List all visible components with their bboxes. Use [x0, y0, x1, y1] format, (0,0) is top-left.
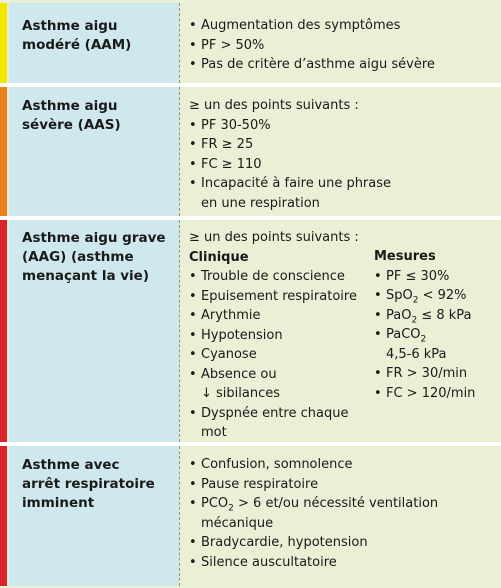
list-item: • FC ≥ 110	[189, 156, 262, 172]
intro-text: ≥ un des points suivants :	[189, 98, 359, 113]
row-title: Asthme aigu grave (AAG) (asthme menaçant la vie)	[22, 230, 166, 284]
list-item: • Cyanose	[189, 347, 257, 362]
list-item: • Augmentation des symptômes	[189, 18, 401, 33]
list-item-continuation: 4,5-6 kPa	[386, 346, 447, 362]
intro-text: ≥ un des points suivants :	[189, 230, 359, 245]
list-item: • Incapacité à faire une phrase	[189, 176, 392, 191]
list-item: • PaO$_2$ ≤ 8 kPa	[374, 307, 472, 326]
list-item: • PF > 50%	[189, 37, 265, 53]
list-item: • Pause respiratoire	[189, 476, 319, 492]
list-item: • Dyspnée entre chaque	[189, 405, 349, 421]
row-aam	[0, 3, 501, 83]
row-title: Asthme aigu sévère (AAS)	[22, 98, 121, 133]
list-item: • Pas de critère d’asthme aigu sévère	[189, 57, 435, 72]
row-aas	[0, 87, 501, 216]
list-item: • Epuisement respiratoire	[189, 288, 357, 304]
section-header-clinique: Clinique	[189, 249, 249, 265]
row-aag	[0, 220, 501, 442]
list-item: • Arythmie	[189, 308, 261, 323]
list-item-continuation: mot	[201, 425, 227, 440]
row-content	[189, 96, 495, 213]
list-item: • Confusion, somnolence	[189, 457, 353, 472]
list-item: • SpO$_2$ < 92%	[374, 288, 467, 306]
row-title: Asthme aigu modéré (AAM)	[22, 18, 132, 53]
severity-bar-aag	[0, 220, 7, 442]
list-item: • Silence auscultatoire	[189, 554, 337, 570]
list-item: • $PCO_2 > 6$ et/ou nécessité ventilation	[189, 496, 439, 514]
list-item: • PF 30-50%	[189, 117, 271, 133]
row-content	[189, 16, 495, 75]
list-item: • FR ≥ 25	[189, 137, 254, 152]
list-item: • Hypotension	[189, 327, 283, 343]
list-item: • PaCO$_2$	[374, 327, 427, 345]
list-item-continuation: en une respiration	[201, 195, 320, 211]
list-item: • Trouble de conscience	[189, 269, 345, 284]
list-item: • Absence ou	[189, 366, 277, 382]
row-content-mesures	[374, 247, 498, 403]
list-item-continuation: mécanique	[201, 515, 274, 531]
list-item: • FC > 120/min	[374, 385, 476, 401]
list-item: • Bradycardie, hypotension	[189, 535, 368, 550]
list-item: • PF ≤ 30%	[374, 268, 450, 284]
severity-bar-aam	[0, 3, 7, 83]
severity-bar-aas	[0, 87, 7, 216]
list-item-continuation: ↓ sibilances	[201, 386, 281, 401]
row-imminent	[0, 446, 501, 586]
row-title: Asthme avec arrêt respiratoire imminent	[22, 457, 155, 511]
section-header-mesures: Mesures	[374, 249, 436, 264]
list-item: • FR > 30/min	[374, 366, 468, 381]
severity-bar-imminent	[0, 446, 7, 586]
row-content	[189, 455, 495, 572]
